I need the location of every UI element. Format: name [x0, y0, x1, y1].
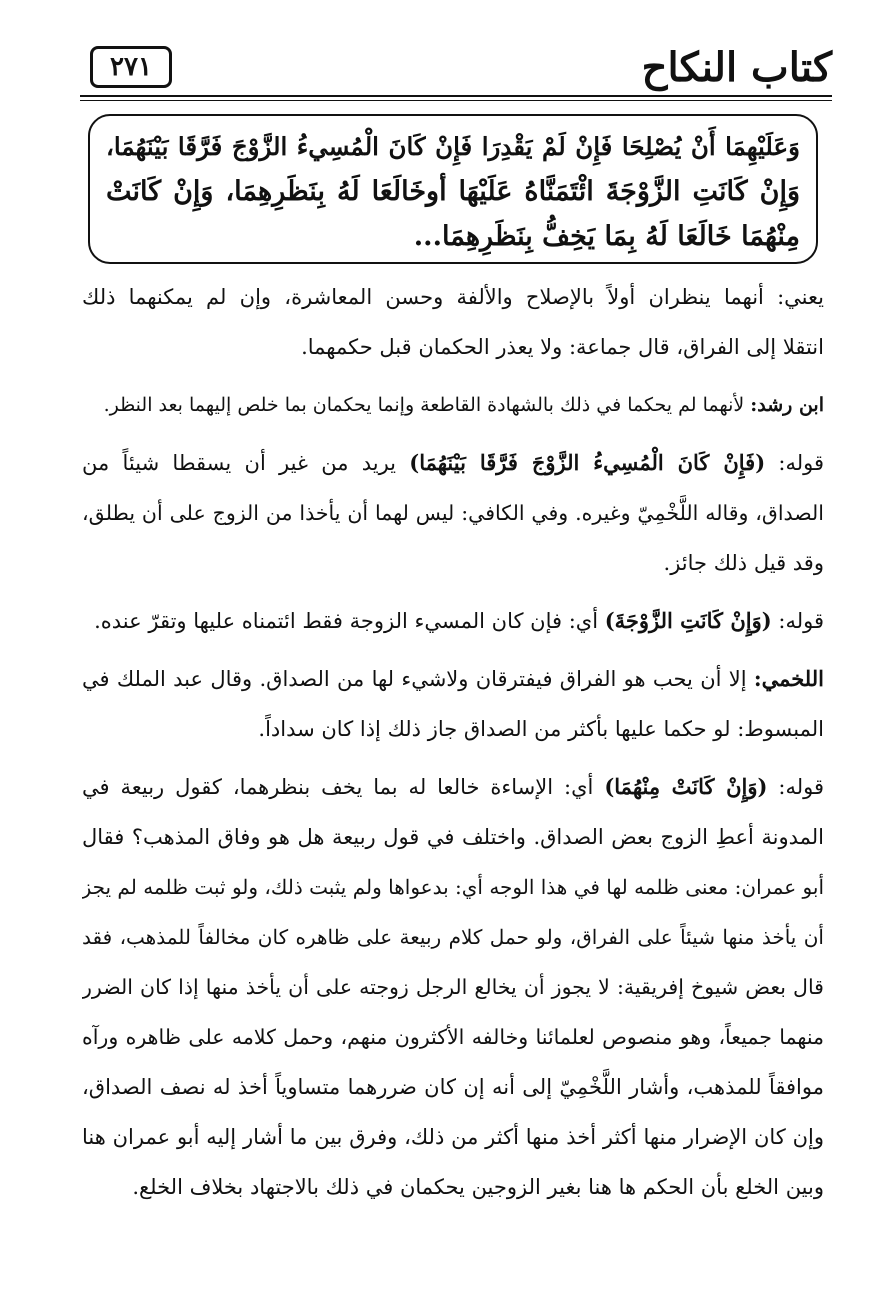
text-line [82, 654, 824, 704]
commentary-body [82, 272, 824, 1212]
text-line: الصداق، وقاله اللَّخْمِيّ وغيره. وفي الكافي: ليس لهما أن يأخذا من الزوج على أن يطلق، [82, 501, 824, 525]
text-line: وإن كان الإضرار منها أكثر أخذ منها أكثر من ذلك، وفرق بين ما أشار إليه أبو عمران هنا [82, 1125, 824, 1149]
text-line: قال بعض شيوخ إفريقية: لا يجوز أن يخالع الرجل زوجته على أن يأخذ منها إذا كان الضرر [82, 975, 824, 999]
verse-line: وَعَلَيْهِمَا أَنْ يُصْلِحَا فَإِنْ لَمْ يَقْدِرَا فَإِنْ كَانَ الْمُسِيءُ الزَّوْجَ فَرَّقَا بَيْنَهُمَا، [106, 132, 800, 161]
header-rule [80, 95, 832, 97]
paragraph [82, 272, 824, 372]
paragraph [82, 654, 824, 754]
paragraph [82, 438, 824, 588]
text-line: المبسوط: لو حكما عليها بأكثر من الصداق جاز ذلك إذا كان سداداً. [258, 717, 824, 741]
page-header [80, 38, 832, 100]
text-line: وبين الخلع بأن الحكم ها هنا بغير الزوجين يحكمان في ذلك بالاجتهاد بخلاف الخلع. [132, 1175, 824, 1199]
paragraph [82, 596, 824, 646]
header-rule-thin [80, 100, 832, 101]
text-line [82, 762, 824, 812]
text-line: المدونة أعطِ الزوج بعض الصداق. واختلف في قول ربيعة هل هو وفاق المذهب؟ فقال [82, 825, 824, 849]
quote-lead: قوله: [771, 609, 824, 633]
quote-lead: قوله: [765, 451, 824, 475]
text-line: انتقلا إلى الفراق، قال جماعة: ولا يعذر الحكمان قبل حكمهما. [301, 335, 824, 359]
speaker-name: اللخمي: [753, 666, 824, 691]
text-line: منهما جميعاً، وهو منصوص لعلمائنا وخالفه الأكثرون منهم، وحمل كلامه على ظاهره ورآه [82, 1025, 824, 1049]
text-run: أي: الإساءة خالعا له بما يخف بنظرهما، كقول ربيعة في [82, 775, 605, 799]
text-line: وقد قيل ذلك جائز. [663, 551, 824, 575]
text-run: يريد من غير أن يسقطا شيئاً من [82, 451, 410, 475]
text-line: أبو عمران: معنى ظلمه لها في هذا الوجه أي: بدعواها ولم يثبت ذلك، ولو ثبت ظلمه لم يجز [82, 875, 824, 899]
verse-quote: (وَإِنْ كَانَتْ مِنْهُمَا) [604, 774, 768, 799]
text-run: أي: فإن كان المسيء الزوجة فقط ائتمناه عليها وتقرّ عنده. [94, 609, 605, 633]
paragraph [82, 762, 824, 1212]
text-line: موافقاً للمذهب، وأشار اللَّخْمِيّ إلى أنه إن كان ضررهما متساوياً أخذ له نصف الصداق، [82, 1075, 824, 1099]
page-number-frame [90, 46, 172, 88]
quote-lead: قوله: [767, 775, 824, 799]
verse-line: مِنْهُمَا خَالَعَا لَهُ بِمَا يَخِفُّ بِنَظَرِهِمَا... [413, 221, 800, 252]
text-line: أن يأخذ منها شيئاً على الفراق، ولو حمل كلام ربيعة على ظاهره كان مخالفاً للمذهب، فقد [82, 925, 824, 949]
speaker-name: ابن رشد: [750, 394, 824, 416]
verse-quote: (فَإِنْ كَانَ الْمُسِيءُ الزَّوْجَ فَرَّقَا بَيْنَهُمَا) [409, 450, 766, 475]
paragraph [82, 380, 824, 430]
verse-box [88, 114, 818, 264]
text-line [82, 380, 824, 430]
text-line [82, 596, 824, 646]
text-run: إلا أن يحب هو الفراق فيفترقان ولاشيء لها من الصداق. وقال عبد الملك في [82, 667, 754, 691]
text-line [82, 438, 824, 488]
text-run: لأنهما لم يحكما في ذلك بالشهادة القاطعة وإنما يحكمان بما خلص إليهما بعد النظر. [103, 394, 751, 416]
book-title: كتاب النكاح [641, 44, 832, 91]
verse-quote: (وَإِنْ كَانَتِ الزَّوْجَةَ) [604, 608, 772, 633]
text-line: يعني: أنهما ينظران أولاً بالإصلاح والألفة وحسن المعاشرة، وإن لم يمكنهما ذلك [82, 285, 824, 309]
page-number: ٢٧١ [110, 52, 152, 82]
verse-line: وَإِنْ كَانَتِ الزَّوْجَةَ ائْتَمَنَّاهُ عَلَيْهَا أوخَالَعَا لَهُ بِنَظَرِهِمَا، وَإِنْ كَانَتْ [106, 176, 800, 207]
